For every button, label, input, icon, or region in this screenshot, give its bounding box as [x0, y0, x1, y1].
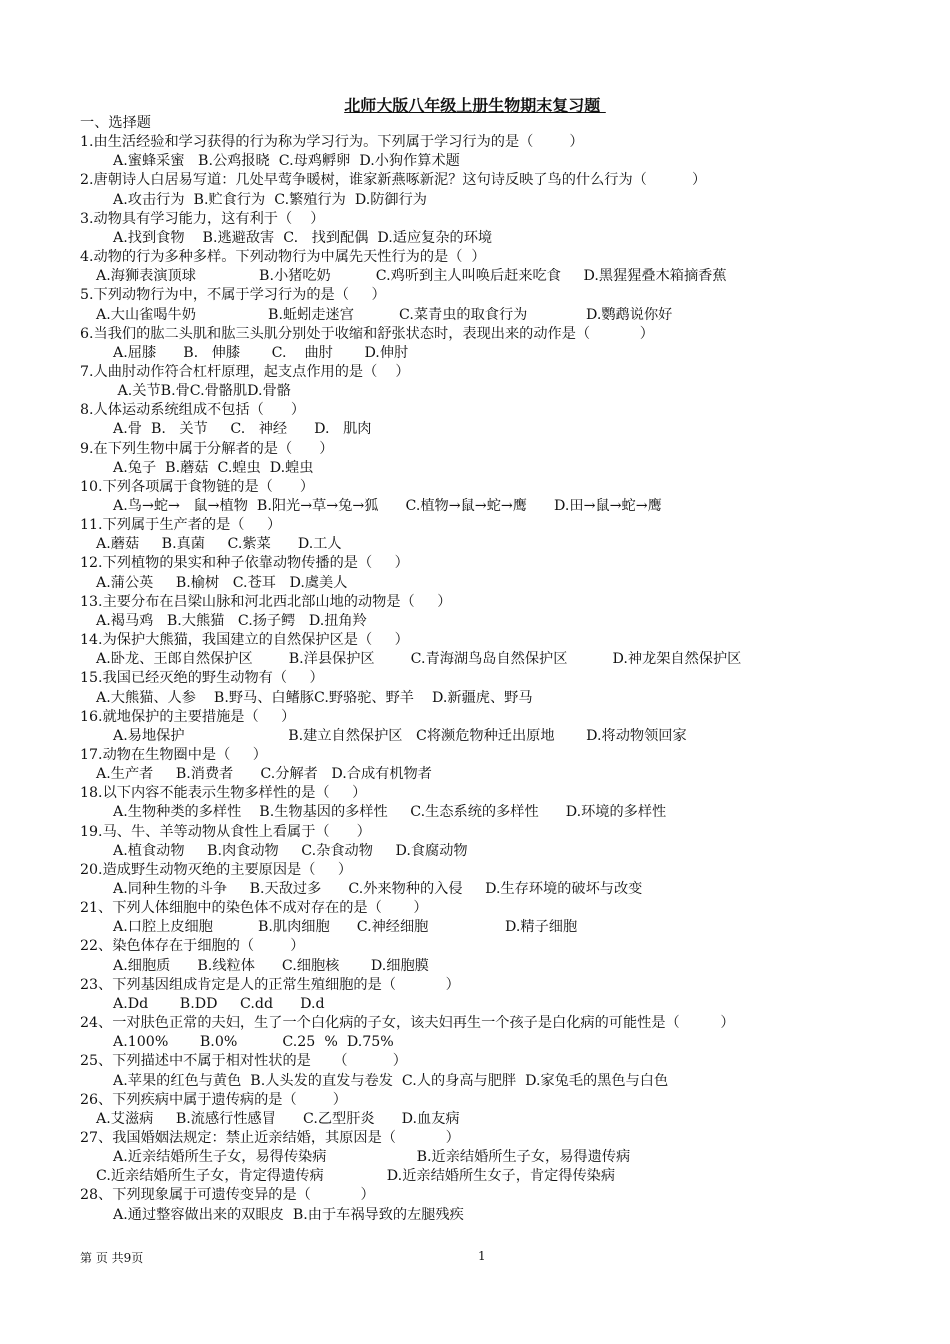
question-line: 15.我国已经灭绝的野生动物有（ ）: [80, 670, 324, 687]
question-line: 8.人体运动系统组成不包括（ ）: [80, 402, 306, 419]
question-line: 23、下列基因组成肯定是人的正常生殖细胞的是（ ）: [80, 976, 460, 993]
question-line: 27、我国婚姻法规定：禁止近亲结婚，其原因是（ ）: [80, 1129, 460, 1146]
question-line: 16.就地保护的主要措施是（ ）: [80, 708, 296, 725]
question-line: 3.动物具有学习能力，这有利于（ ）: [80, 210, 325, 227]
option-line: A.同种生物的斗争 B.天敌过多 C.外来物种的入侵 D.生存环境的破坏与改变: [113, 881, 643, 897]
question-line: 12.下列植物的果实和种子依靠动物传播的是（ ）: [80, 555, 409, 572]
question-line: 17.动物在生物圈中是（ ）: [80, 746, 267, 763]
option-line: A.海狮表演顶球 B.小猪吃奶 C.鸡听到主人叫唤后赶来吃食 D.黑猩猩叠木箱摘香蕉: [96, 268, 727, 285]
question-line: 26、下列疾病中属于遗传病的是（ ）: [80, 1091, 347, 1108]
footer-page-number: 1: [478, 1249, 486, 1263]
option-line: A.大山雀喝牛奶 B.蚯蚓走迷宫 C.菜青虫的取食行为 D.鹦鹉说你好: [96, 306, 673, 323]
question-line: 10.下列各项属于食物链的是（ ）: [80, 478, 315, 495]
question-line: 6.当我们的肱二头肌和肱三头肌分别处于收缩和舒张状态时，表现出来的动作是（ ）: [80, 325, 654, 342]
option-line: A.鸟→蛇→ 鼠→植物 B.阳光→草→兔→狐 C.植物→鼠→蛇→鹰 D.田→鼠→蛇→鹰: [113, 498, 662, 514]
question-line: 5.下列动物行为中，不属于学习行为的是（ ）: [80, 287, 386, 304]
option-line: A.卧龙、王郎自然保护区 B.洋县保护区 C.青海湖鸟岛自然保护区 D.神龙架自然保护区: [96, 651, 742, 668]
option-line: A.蜜蜂采蜜 B.公鸡报晓 C.母鸡孵卵 D.小狗作算术题: [113, 153, 460, 170]
question-line: 1.由生活经验和学习获得的行为称为学习行为。下列属于学习行为的是（ ）: [80, 134, 584, 151]
document-title: 北师大版八年级上册生物期末复习题: [344, 96, 606, 115]
question-line: 14.为保护大熊猫，我国建立的自然保护区是（ ）: [80, 632, 409, 649]
option-line: A.细胞质 B.线粒体 C.细胞核 D.细胞膜: [113, 957, 429, 974]
option-line: A.褐马鸡 B.大熊猫 C.扬子鳄 D.扭角羚: [96, 612, 367, 629]
option-line: A.关节B.骨C.骨骼肌D.骨骼: [113, 383, 291, 400]
option-line: A.植食动物 B.肉食动物 C.杂食动物 D.食腐动物: [113, 842, 468, 859]
question-line: 13.主要分布在吕梁山脉和河北西北部山地的动物是（ ）: [80, 593, 452, 610]
question-line: 2.唐朝诗人白居易写道：几处早莺争暖树，谁家新燕啄新泥？这句诗反映了鸟的什么行为（ ）: [80, 172, 707, 189]
option-line: A.近亲结婚所生子女，易得传染病 B.近亲结婚所生子女，易得遗传病: [113, 1149, 631, 1166]
option-line: A.通过整容做出来的双眼皮 B.由于车祸导致的左腿残疾: [113, 1206, 464, 1223]
option-line: A.蘑菇 B.真菌 C.紫菜 D.工人: [96, 536, 342, 553]
option-line: A.找到食物 B.逃避敌害 C. 找到配偶 D.适应复杂的环境: [113, 229, 493, 246]
question-line: 11.下列属于生产者的是（ ）: [80, 517, 282, 534]
question-line: 9.在下列生物中属于分解者的是（ ）: [80, 440, 334, 457]
question-line: 4.动物的行为多种多样。下列动物行为中属先天性行为的是（ ）: [80, 249, 486, 266]
option-line: A.口腔上皮细胞 B.肌肉细胞 C.神经细胞 D.精子细胞: [113, 919, 578, 936]
question-line: 18.以下内容不能表示生物多样性的是（ ）: [80, 785, 367, 802]
question-line: 21、下列人体细胞中的染色体不成对存在的是（ ）: [80, 900, 428, 917]
option-line: A.大熊猫、人参 B.野马、白鳍豚C.野骆驼、野羊 D.新疆虎、野马: [96, 689, 533, 706]
option-line: A.蒲公英 B.榆树 C.苍耳 D.虞美人: [96, 574, 348, 591]
question-line: 28、下列现象属于可遗传变异的是（ ）: [80, 1187, 375, 1204]
question-line: 一、选择题: [80, 115, 151, 131]
footer-page-info: 第 页 共9页: [80, 1251, 144, 1265]
option-line: A.骨 B. 关节 C. 神经 D. 肌肉: [113, 421, 372, 438]
option-line: A.屈膝 B. 伸膝 C. 曲肘 D.伸肘: [113, 344, 409, 361]
question-line: 7.人曲肘动作符合杠杆原理，起支点作用的是（ ）: [80, 363, 410, 380]
option-line: A.生物种类的多样性 B.生物基因的多样性 C.生态系统的多样性 D.环境的多样性: [113, 804, 667, 821]
question-line: 24、一对肤色正常的夫妇，生了一个白化病的子女，该夫妇再生一个孩子是白化病的可能性是（ ）: [80, 1015, 735, 1032]
option-line: A.100% B.0% C.25 % D.75%: [113, 1034, 394, 1051]
option-line: A.易地保护 B.建立自然保护区 C将濒危物种迁出原地 D.将动物领回家: [113, 727, 687, 744]
option-line: A.生产者 B.消费者 C.分解者 D.合成有机物者: [96, 766, 432, 783]
option-line: C.近亲结婚所生子女，肯定得遗传病 D.近亲结婚所生女子，肯定得传染病: [96, 1168, 616, 1185]
option-line: A.Dd B.DD C.dd D.d: [113, 995, 325, 1012]
option-line: A.苹果的红色与黄色 B.人头发的直发与卷发 C.人的身高与肥胖 D.家兔毛的黑色与白色: [113, 1072, 669, 1089]
option-line: A.艾滋病 B.流感行性感冒 C.乙型肝炎 D.血友病: [96, 1110, 460, 1127]
question-line: 22、染色体存在于细胞的（ ）: [80, 938, 305, 955]
option-line: A.攻击行为 B.贮食行为 C.繁殖行为 D.防御行为: [113, 191, 427, 208]
option-line: A.兔子 B.蘑菇 C.蝗虫 D.蝗虫: [113, 459, 314, 476]
question-line: 19.马、牛、羊等动物从食性上看属于（ ）: [80, 823, 371, 840]
question-line: 20.造成野生动物灭绝的主要原因是（ ）: [80, 861, 353, 878]
question-line: 25、下列描述中不属于相对性状的是 （ ）: [80, 1053, 407, 1070]
